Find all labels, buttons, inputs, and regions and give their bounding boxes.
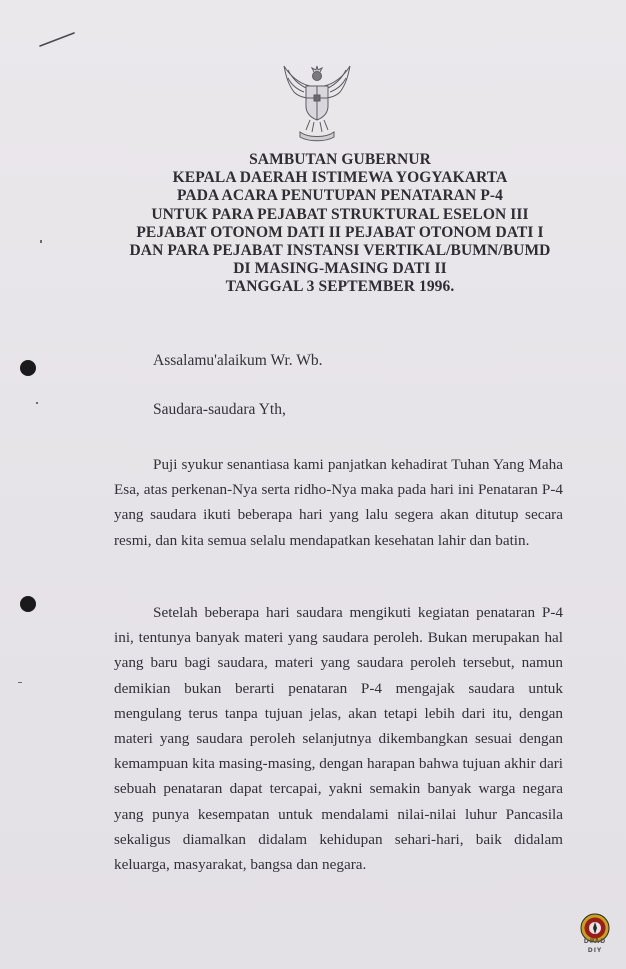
stamp-label: DPAD	[583, 938, 607, 945]
punch-hole	[20, 360, 36, 376]
document-heading	[90, 151, 590, 297]
heading-line: SAMBUTAN GUBERNUR	[249, 151, 431, 168]
punch-hole	[20, 596, 36, 612]
heading-line: UNTUK PARA PEJABAT STRUKTURAL ESELON III	[151, 205, 529, 223]
paragraph: Setelah beberapa hari saudara mengikuti kegiatan penataran P-4 ini, tentunya banyak materi yang saudara peroleh. Bukan merupakan hal yang baru bagi saudara, materi yang saudara peroleh tersebut, namun demikian bukan berarti penataran P-4 mengajak saudara untuk mengulang terus tanpa tujuan jelas, akan tetapi lebih dari itu, dengan materi yang saudara peroleh selanjutnya dikembangkan sesuai dengan kemampuan kita masing-masing, dengan harapan bahwa tujuan akhir dari sebuah penataran dapat tercapai, yakni semakin banyak warga negara yang punya kesempatan untuk mendalami nilai-nilai luhur Pancasila sekaligus diamalkan didalam kehidupan sehari-hari, baik didalam keluarga, masyarakat, bangsa dan negara.	[114, 604, 563, 874]
speck	[40, 240, 42, 243]
speck	[36, 402, 38, 404]
heading-line: DAN PARA PEJABAT INSTANSI VERTIKAL/BUMN/BUMD	[129, 242, 551, 260]
heading-line: TANGGAL 3 SEPTEMBER 1996.	[225, 278, 455, 296]
heading-line: KEPALA DAERAH ISTIMEWA YOGYAKARTA	[172, 169, 508, 187]
heading-line: PEJABAT OTONOM DATI II PEJABAT OTONOM DATI I	[136, 223, 544, 241]
address-line: Saudara-saudara Yth,	[153, 401, 286, 418]
heading-line: PADA ACARA PENUTUPAN PENATARAN P-4	[176, 187, 504, 205]
salutation: Assalamu'alaikum Wr. Wb.	[153, 352, 323, 369]
pen-mark	[38, 30, 78, 50]
paragraph: Puji syukur senantiasa kami panjatkan kehadirat Tuhan Yang Maha Esa, atas perkenan-Nya serta ridho-Nya maka pada hari ini Penataran P-4 yang saudara ikuti beberapa hari yang lalu segera akan ditutup secara resmi, dan kita semua selalu mendapatkan kesehatan lahir dan batin.	[114, 456, 563, 549]
heading-line: DI MASING-MASING DATI II	[233, 260, 447, 278]
stamp-label: DIY	[587, 947, 603, 954]
garuda-emblem-icon	[276, 62, 358, 144]
speck	[18, 682, 22, 683]
